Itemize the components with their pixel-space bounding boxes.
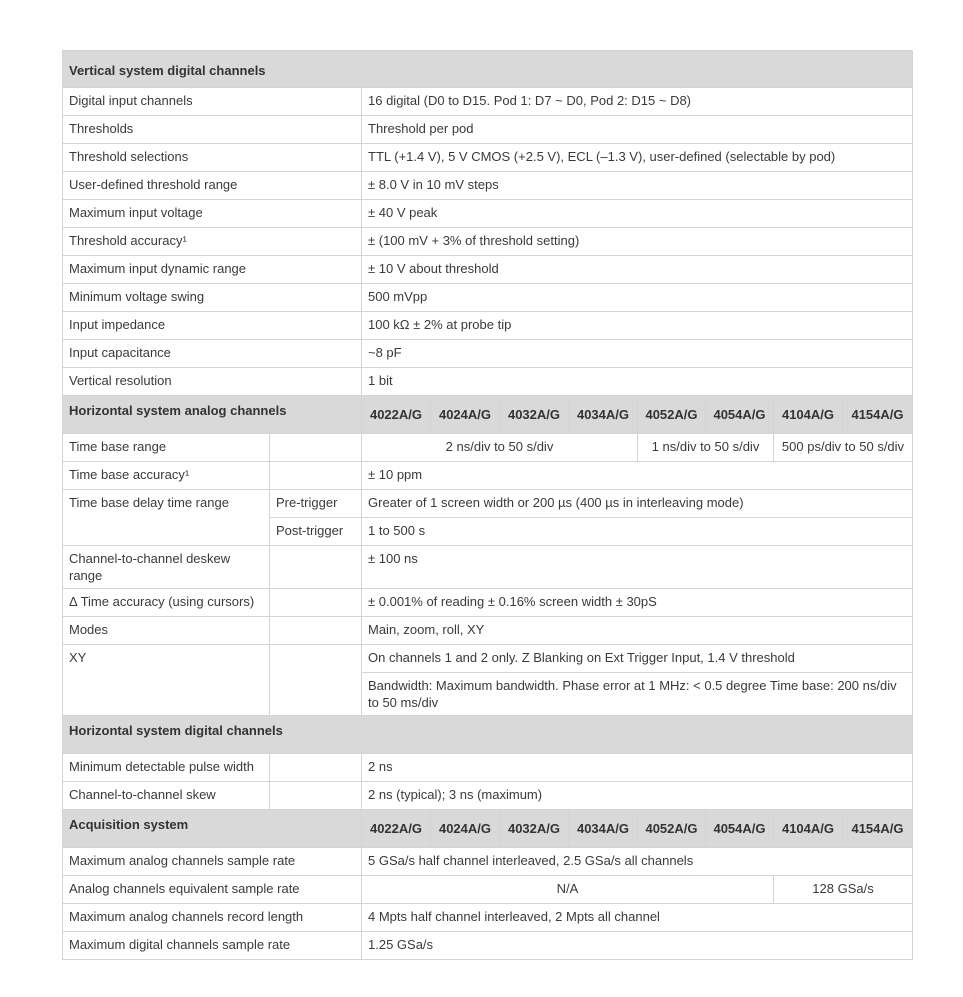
row-label: Threshold selections [63, 144, 362, 172]
row-label: Analog channels equivalent sample rate [63, 876, 362, 904]
model-header: 4104A/G [774, 810, 843, 848]
empty-cell [270, 617, 362, 645]
row-label: Time base delay time range [63, 490, 270, 546]
row-value: 500 mVpp [362, 284, 913, 312]
model-header: 4052A/G [638, 396, 706, 434]
row-value: On channels 1 and 2 only. Z Blanking on Ext Trigger Input, 1.4 V threshold [362, 645, 913, 673]
row-label: Maximum analog channels sample rate [63, 848, 362, 876]
empty-cell [270, 546, 362, 589]
table-row [63, 340, 913, 368]
row-label: Thresholds [63, 116, 362, 144]
section-title: Vertical system digital channels [63, 51, 913, 88]
row-value: TTL (+1.4 V), 5 V CMOS (+2.5 V), ECL (–1.3 V), user-defined (selectable by pod) [362, 144, 913, 172]
table-row [63, 434, 913, 462]
row-label: Minimum voltage swing [63, 284, 362, 312]
table-row [63, 200, 913, 228]
row-value: ± 0.001% of reading ± 0.16% screen width ± 30pS [362, 589, 913, 617]
row-value: ± 100 ns [362, 546, 913, 589]
section-header-horizontal-digital [63, 716, 913, 754]
model-header: 4032A/G [500, 810, 569, 848]
row-value: Greater of 1 screen width or 200 µs (400 µs in interleaving mode) [362, 490, 913, 518]
row-label: Channel-to-channel deskew range [63, 546, 270, 589]
row-label: Threshold accuracy¹ [63, 228, 362, 256]
row-label: Maximum input dynamic range [63, 256, 362, 284]
table-row [63, 228, 913, 256]
row-label: Maximum analog channels record length [63, 904, 362, 932]
section-title: Horizontal system digital channels [63, 716, 913, 754]
table-row [63, 876, 913, 904]
table-row [63, 546, 913, 589]
empty-cell [270, 645, 362, 716]
row-label: Vertical resolution [63, 368, 362, 396]
row-value: 500 ps/div to 50 s/div [774, 434, 913, 462]
table-row [63, 462, 913, 490]
row-value: ± 40 V peak [362, 200, 913, 228]
row-value: 1 bit [362, 368, 913, 396]
row-label: Modes [63, 617, 270, 645]
sub-label: Pre-trigger [270, 490, 362, 518]
empty-cell [270, 462, 362, 490]
sub-label: Post-trigger [270, 518, 362, 546]
row-value: Bandwidth: Maximum bandwidth. Phase error at 1 MHz: < 0.5 degree Time base: 200 ns/div to 50 ms/div [362, 673, 913, 716]
empty-cell [270, 754, 362, 782]
row-value: 16 digital (D0 to D15. Pod 1: D7 ~ D0, Pod 2: D15 ~ D8) [362, 88, 913, 116]
row-value: 1.25 GSa/s [362, 932, 913, 960]
row-label: Channel-to-channel skew [63, 782, 270, 810]
model-header: 4032A/G [500, 396, 569, 434]
table-row [63, 932, 913, 960]
row-value: 5 GSa/s half channel interleaved, 2.5 GSa/s all channels [362, 848, 913, 876]
empty-cell [270, 782, 362, 810]
table-row [63, 144, 913, 172]
model-header: 4054A/G [706, 396, 774, 434]
table-row [63, 256, 913, 284]
section-header-vertical-digital [63, 51, 913, 88]
row-label: Digital input channels [63, 88, 362, 116]
table-row [63, 490, 913, 518]
row-value: 2 ns (typical); 3 ns (maximum) [362, 782, 913, 810]
table-row [63, 312, 913, 340]
table-row [63, 782, 913, 810]
model-header: 4104A/G [774, 396, 843, 434]
table-row [63, 754, 913, 782]
table-row [63, 284, 913, 312]
row-value: 100 kΩ ± 2% at probe tip [362, 312, 913, 340]
empty-cell [270, 434, 362, 462]
spec-table [62, 50, 913, 960]
table-row [63, 617, 913, 645]
section-title: Horizontal system analog channels [63, 396, 362, 434]
model-header: 4022A/G [362, 810, 431, 848]
row-label: Time base range [63, 434, 270, 462]
row-value: 1 to 500 s [362, 518, 913, 546]
row-value: 2 ns/div to 50 s/div [362, 434, 638, 462]
row-value: ± 10 ppm [362, 462, 913, 490]
table-row [63, 368, 913, 396]
table-row [63, 88, 913, 116]
row-value: ± (100 mV + 3% of threshold setting) [362, 228, 913, 256]
model-header: 4024A/G [431, 810, 500, 848]
row-label: Δ Time accuracy (using cursors) [63, 589, 270, 617]
model-header: 4024A/G [431, 396, 500, 434]
row-value: 1 ns/div to 50 s/div [638, 434, 774, 462]
row-value: N/A [362, 876, 774, 904]
table-row [63, 116, 913, 144]
model-header: 4154A/G [843, 396, 913, 434]
row-label: Maximum input voltage [63, 200, 362, 228]
section-header-acquisition [63, 810, 913, 848]
model-header: 4154A/G [843, 810, 913, 848]
row-value: ~8 pF [362, 340, 913, 368]
row-value: 128 GSa/s [774, 876, 913, 904]
row-value: Main, zoom, roll, XY [362, 617, 913, 645]
row-value: ± 8.0 V in 10 mV steps [362, 172, 913, 200]
section-title: Acquisition system [63, 810, 362, 848]
model-header: 4054A/G [706, 810, 774, 848]
model-header: 4034A/G [569, 810, 638, 848]
table-row [63, 645, 913, 673]
model-header: 4052A/G [638, 810, 706, 848]
model-header: 4034A/G [569, 396, 638, 434]
row-value: Threshold per pod [362, 116, 913, 144]
row-label: Maximum digital channels sample rate [63, 932, 362, 960]
row-label: Input capacitance [63, 340, 362, 368]
section-header-horizontal-analog [63, 396, 913, 434]
empty-cell [270, 589, 362, 617]
row-value: 4 Mpts half channel interleaved, 2 Mpts all channel [362, 904, 913, 932]
row-label: Time base accuracy¹ [63, 462, 270, 490]
row-label: User-defined threshold range [63, 172, 362, 200]
table-row [63, 848, 913, 876]
row-label: Minimum detectable pulse width [63, 754, 270, 782]
row-label: Input impedance [63, 312, 362, 340]
row-label: XY [63, 645, 270, 716]
table-row [63, 904, 913, 932]
row-value: ± 10 V about threshold [362, 256, 913, 284]
table-row [63, 589, 913, 617]
model-header: 4022A/G [362, 396, 431, 434]
table-row [63, 172, 913, 200]
row-value: 2 ns [362, 754, 913, 782]
